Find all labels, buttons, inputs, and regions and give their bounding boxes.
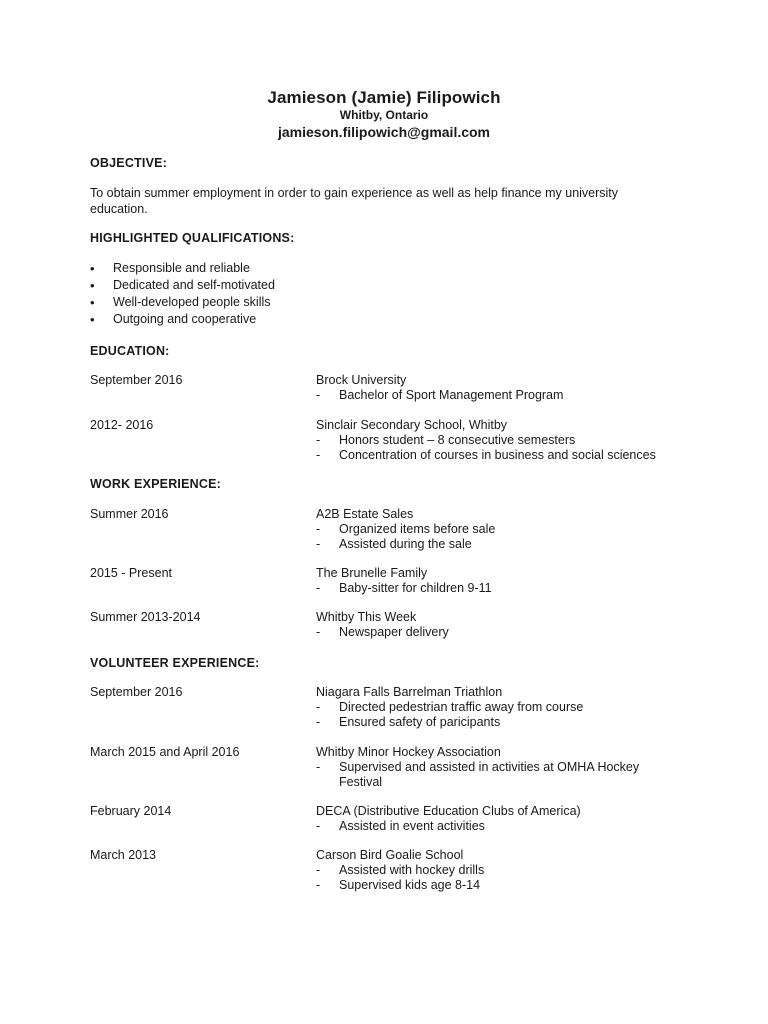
qualification-item: • Dedicated and self-motivated: [90, 277, 275, 294]
volunteer-entry: [316, 803, 676, 834]
objective-text: To obtain summer employment in order to gain experience as well as help finance my university education.: [90, 186, 619, 216]
entry-points: [316, 819, 676, 834]
entry-org: Whitby This Week: [316, 610, 417, 624]
education-heading: EDUCATION:: [90, 344, 170, 358]
entry-points: [316, 581, 676, 596]
entry-org: Carson Bird Goalie School: [316, 848, 464, 862]
entry-date: September 2016: [90, 685, 183, 699]
work-entry: [316, 609, 676, 640]
entry-points: [316, 625, 676, 640]
candidate-name: Jamieson (Jamie) Filipowich: [267, 88, 501, 107]
work-entry: [316, 506, 676, 552]
entry-points: [316, 522, 676, 552]
entry-org: The Brunelle Family: [316, 566, 428, 580]
entry-date: Summer 2013-2014: [90, 610, 201, 624]
entry-org: Whitby Minor Hockey Association: [316, 745, 501, 759]
entry-point: - Assisted in event activities: [316, 819, 676, 834]
entry-point: - Bachelor of Sport Management Program: [316, 388, 676, 403]
education-entry: [316, 372, 676, 403]
entry-point: - Assisted during the sale: [316, 537, 676, 552]
entry-date: 2012- 2016: [90, 418, 154, 432]
entry-point: - Directed pedestrian traffic away from course: [316, 700, 676, 715]
entry-point: - Supervised and assisted in activities at OMHA Hockey Festival: [316, 760, 656, 790]
entry-points: [316, 863, 676, 893]
objective-heading: OBJECTIVE:: [90, 156, 168, 170]
entry-point: - Concentration of courses in business and social sciences: [316, 448, 676, 463]
entry-date: 2015 - Present: [90, 566, 172, 580]
entry-org: Sinclair Secondary School, Whitby: [316, 418, 508, 432]
candidate-email: jamieson.filipowich@gmail.com: [277, 124, 491, 140]
work-entry: [316, 565, 676, 596]
qualifications-list: [90, 260, 275, 328]
entry-point: - Baby-sitter for children 9-11: [316, 581, 676, 596]
entry-point: - Organized items before sale: [316, 522, 676, 537]
entry-points: [316, 760, 656, 790]
entry-point: - Supervised kids age 8-14: [316, 878, 676, 893]
resume-header: [0, 88, 768, 142]
entry-date: Summer 2016: [90, 507, 169, 521]
volunteer-entry: [316, 684, 676, 730]
qualification-item: • Outgoing and cooperative: [90, 311, 275, 328]
qualification-item: • Responsible and reliable: [90, 260, 275, 277]
entry-points: [316, 700, 676, 730]
qualifications-heading: HIGHLIGHTED QUALIFICATIONS:: [90, 231, 295, 245]
volunteer-entry: [316, 744, 656, 790]
entry-point: - Ensured safety of paricipants: [316, 715, 676, 730]
entry-org: Brock University: [316, 373, 407, 387]
entry-point: - Honors student – 8 consecutive semesters: [316, 433, 676, 448]
education-entry: [316, 417, 676, 463]
entry-date: September 2016: [90, 373, 183, 387]
entry-point: - Assisted with hockey drills: [316, 863, 676, 878]
candidate-location: Whitby, Ontario: [339, 108, 429, 122]
entry-date: March 2013: [90, 848, 157, 862]
entry-point: - Newspaper delivery: [316, 625, 676, 640]
entry-org: A2B Estate Sales: [316, 507, 414, 521]
qualification-item: • Well-developed people skills: [90, 294, 275, 311]
entry-org: DECA (Distributive Education Clubs of America): [316, 804, 581, 818]
entry-points: [316, 433, 676, 463]
volunteer-entry: [316, 847, 676, 893]
entry-date: March 2015 and April 2016: [90, 745, 240, 759]
volunteer-heading: VOLUNTEER EXPERIENCE:: [90, 656, 260, 670]
entry-points: [316, 388, 676, 403]
entry-date: February 2014: [90, 804, 172, 818]
entry-org: Niagara Falls Barrelman Triathlon: [316, 685, 503, 699]
work-heading: WORK EXPERIENCE:: [90, 477, 221, 491]
